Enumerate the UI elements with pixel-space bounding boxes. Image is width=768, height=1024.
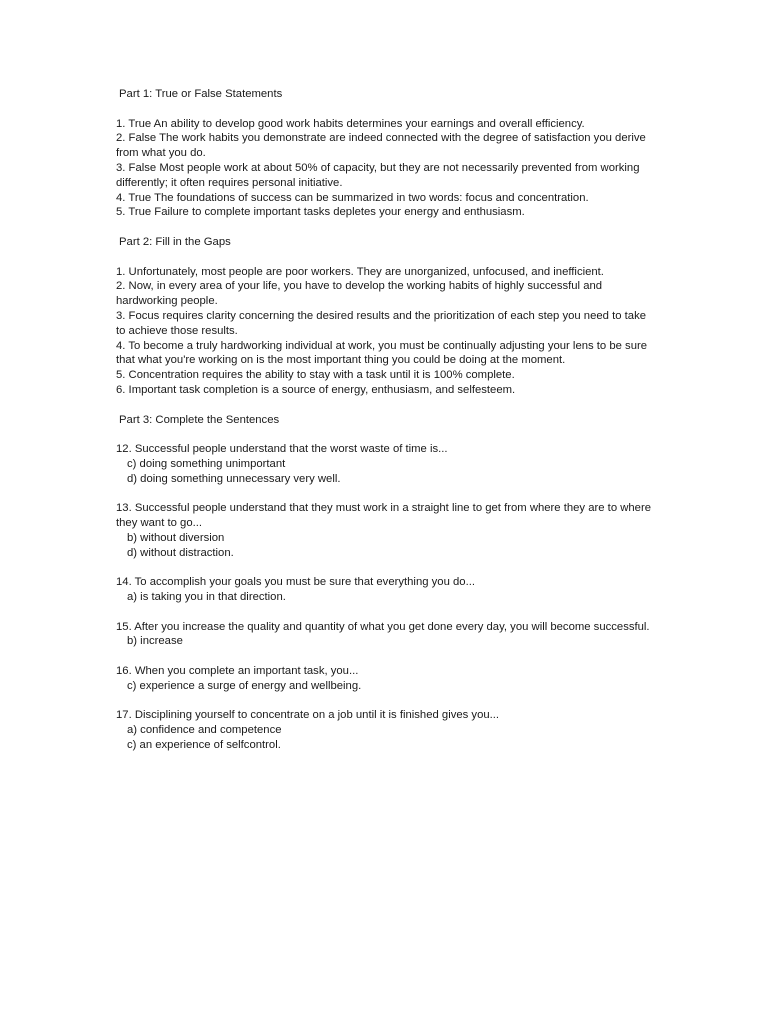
question-block [116, 442, 658, 486]
answer-option: c) an experience of selfcontrol. [127, 739, 281, 752]
answer-option: d) without distraction. [127, 546, 234, 559]
answer-option: b) increase [127, 635, 183, 648]
question-block [116, 708, 658, 752]
part1-list [116, 117, 658, 221]
part2-heading: Part 2: Fill in the Gaps [119, 235, 231, 248]
question-block [116, 664, 658, 694]
part2-item: 6. Important task completion is a source of energy, enthusiasm, and selfesteem. [116, 383, 516, 396]
part2-item: 1. Unfortunately, most people are poor workers. They are unorganized, unfocused, and inefficient. [116, 265, 604, 278]
part2-item: 5. Concentration requires the ability to stay with a task until it is 100% complete. [116, 369, 515, 382]
part1-heading: Part 1: True or False Statements [119, 88, 283, 100]
question-block [116, 620, 658, 650]
part1-item: 1. True An ability to develop good work habits determines your earnings and overall efficiency. [116, 117, 585, 130]
part2-list [116, 265, 658, 398]
part1-item: 2. False The work habits you demonstrate are indeed connected with the degree of satisfaction you derive from what you do. [116, 132, 646, 160]
question-text: 17. Disciplining yourself to concentrate on a job until it is finished gives you... [116, 709, 500, 722]
question-text: 13. Successful people understand that they must work in a straight line to get from where they are to where they want to go... [116, 502, 652, 530]
part3-heading: Part 3: Complete the Sentences [119, 413, 280, 426]
answer-option: c) doing something unimportant [127, 457, 286, 470]
part2-item: 3. Focus requires clarity concerning the desired results and the prioritization of each step you need to take to achieve those results. [116, 309, 646, 337]
question-text: 14. To accomplish your goals you must be sure that everything you do... [116, 576, 475, 589]
question-text: 12. Successful people understand that the worst waste of time is... [116, 443, 448, 456]
answer-option: c) experience a surge of energy and wellbeing. [127, 679, 362, 692]
part1-item: 4. True The foundations of success can be summarized in two words: focus and concentration. [116, 191, 589, 204]
part1-item: 5. True Failure to complete important tasks depletes your energy and enthusiasm. [116, 206, 525, 219]
question-block [116, 501, 658, 560]
part2-item: 4. To become a truly hardworking individual at work, you must be continually adjusting your lens to be sure that what you're working on is the most important thing you could be doing at the moment. [116, 339, 648, 367]
question-text: 16. When you complete an important task, you... [116, 665, 359, 678]
answer-option: a) is taking you in that direction. [127, 591, 286, 604]
answer-option: a) confidence and competence [127, 724, 282, 737]
part2-item: 2. Now, in every area of your life, you have to develop the working habits of highly successful and hardworking people. [116, 280, 603, 308]
answer-option: d) doing something unnecessary very well. [127, 472, 341, 485]
question-block [116, 575, 658, 605]
part1-item: 3. False Most people work at about 50% of capacity, but they are not necessarily prevented from working differently; it often requires personal initiative. [116, 161, 640, 189]
question-text: 15. After you increase the quality and quantity of what you get done every day, you will become successful. [116, 620, 650, 633]
answer-option: b) without diversion [127, 531, 225, 544]
